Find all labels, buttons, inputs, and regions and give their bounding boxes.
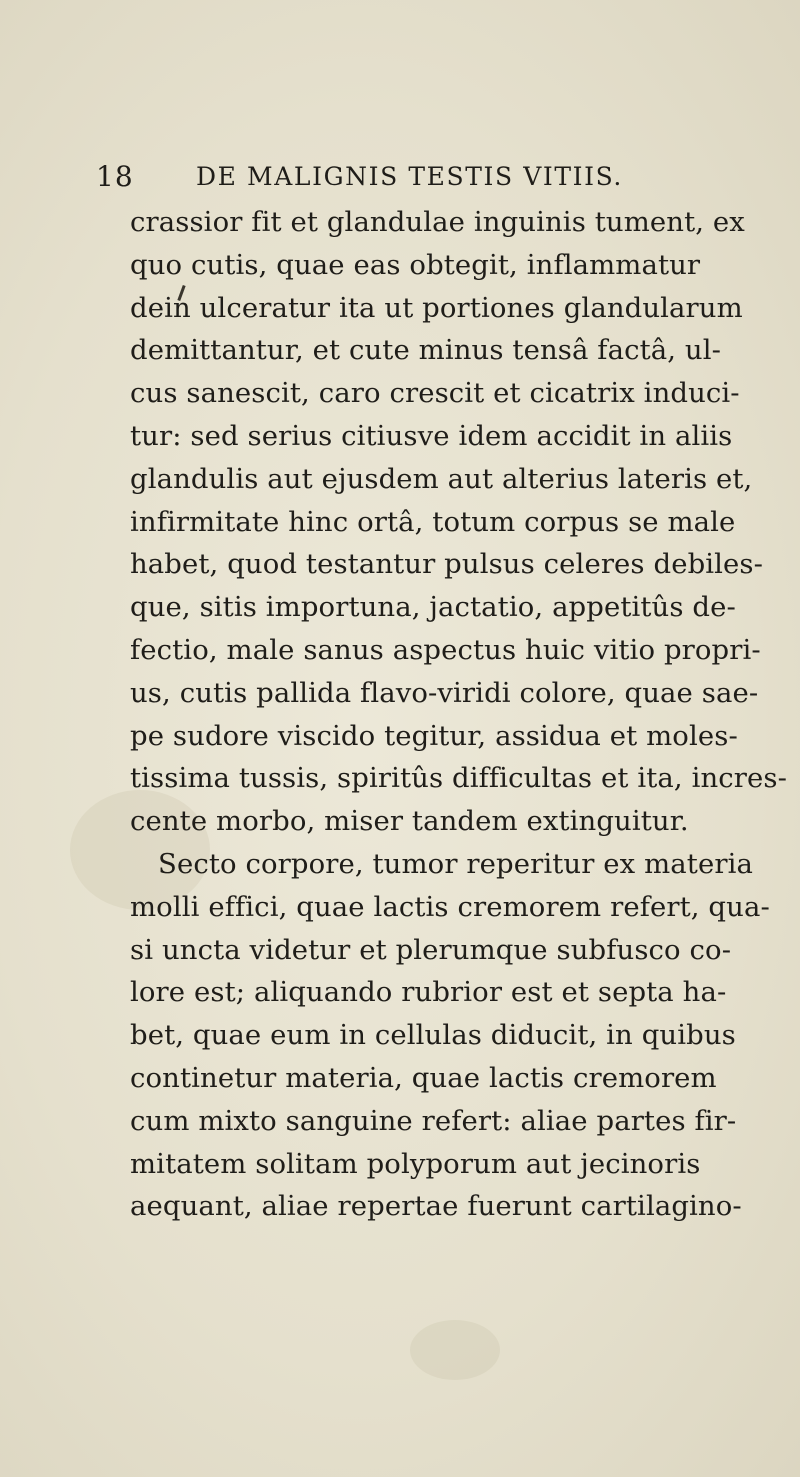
- text-line: infirmitate hinc ortâ, totum corpus se male: [130, 505, 736, 538]
- text-line: cus sanescit, caro crescit et cicatrix induci-: [130, 377, 740, 410]
- text-line: crassior fit et glandulae inguinis tument, ex: [130, 206, 745, 238]
- text-line: fectio, male sanus aspectus huic vitio propri-: [130, 633, 761, 666]
- text-line: glandulis aut ejusdem aut alterius lateris et,: [130, 462, 753, 495]
- text-line: que, sitis importuna, jactatio, appetitûs de-: [130, 591, 736, 624]
- text-line: mitatem solitam polyporum aut jecinoris: [130, 1147, 701, 1180]
- text-line: molli effici, quae lactis cremorem refert, qua-: [130, 890, 770, 923]
- running-title: DE MALIGNIS TESTIS VITIIS.: [196, 162, 623, 191]
- text-line: cum mixto sanguine refert: aliae partes fir-: [130, 1104, 737, 1137]
- text-line: continetur materia, quae lactis cremorem: [130, 1061, 717, 1094]
- text-line: bet, quae eum in cellulas diducit, in quibus: [130, 1019, 736, 1052]
- paper-stain: [410, 1320, 500, 1380]
- text-line: tissima tussis, spiritûs difficultas et ita, incres-: [130, 762, 788, 795]
- text-line: pe sudore viscido tegitur, assidua et moles-: [130, 719, 738, 752]
- page-number: 18: [96, 160, 134, 193]
- text-line: demittantur, et cute minus tensâ factâ, ul-: [130, 334, 722, 367]
- text-line: si uncta videtur et plerumque subfusco co-: [130, 933, 732, 966]
- text-line: tur: sed serius citiusve idem accidit in aliis: [130, 419, 733, 452]
- text-line: lore est; aliquando rubrior est et septa ha-: [130, 976, 727, 1009]
- text-line: us, cutis pallida flavo-viridi colore, quae sae-: [130, 676, 759, 709]
- text-line: dein ulceratur ita ut portiones glandularum: [130, 291, 743, 324]
- text-line: aequant, aliae repertae fuerunt cartilagino-: [130, 1190, 742, 1223]
- text-line: habet, quod testantur pulsus celeres debiles-: [130, 548, 764, 581]
- body-text: [130, 201, 788, 1228]
- running-head: [96, 160, 696, 200]
- text-line: cente morbo, miser tandem extinguitur.: [130, 805, 689, 838]
- text-line: Secto corpore, tumor reperitur ex materia: [158, 847, 753, 880]
- text-line: quo cutis, quae eas obtegit, inflammatur: [130, 248, 701, 281]
